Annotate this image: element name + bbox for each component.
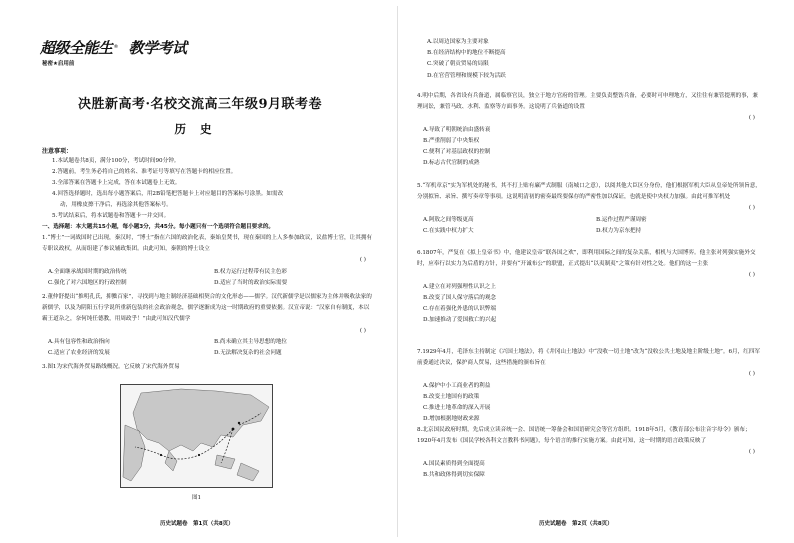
answer-option: C.强化了对六国地区的行政控制 bbox=[48, 279, 127, 286]
question-1 bbox=[42, 233, 374, 289]
port-marker bbox=[160, 454, 162, 456]
answer-option: A.阿敖之间等级更高 bbox=[423, 216, 474, 223]
footer-right: 历史试题卷 第2页（共8页） bbox=[539, 521, 613, 527]
brand-logo bbox=[40, 38, 187, 56]
answer-option: D.无法解决复杂的社会问题 bbox=[214, 350, 282, 357]
answer-option: B.权力运行过程带有民主色彩 bbox=[214, 268, 288, 275]
answer-option: B.改变了国人保守落后的观念 bbox=[423, 294, 497, 301]
option-list bbox=[417, 459, 763, 481]
question-stem: 8.北京国民政府时期，先后成立读音统一会、国语统一筹备会和国语研究会等官方组织。1918年5月，《教育部公布注音字母令》颁布；1920年4月发布《国民学校各科文言教科书问题》，每个语言的推行实施方案。由此可知，这一时期的语言政策反映了 bbox=[417, 427, 751, 445]
answer-bracket: ( ) bbox=[748, 115, 755, 122]
port-marker bbox=[232, 428, 235, 431]
question-stem: 1.“博士”一词战国时已出现，秦汉时，“博士”指在六国的政治化表，秦始皇焚书，现在秦国的上人多参加政议，议盐博士官，让其拥有专职议政权，从而组建了参议辅政集团。由此可知，秦朝的博士设立 bbox=[42, 235, 373, 253]
notice-item: 5.考试结束后，将本试题卷和答题卡一并交回。 bbox=[52, 212, 170, 219]
question-8 bbox=[417, 425, 763, 481]
question-stem: 3.图1为宋代海外贸易路线概况。它反映了宋代海外贸易 bbox=[42, 364, 180, 370]
answer-option: B.在经济结构中的地位不断提高 bbox=[427, 50, 506, 57]
answer-option: D.在官营管理和规模下较为活跃 bbox=[427, 72, 506, 79]
notice-list bbox=[52, 156, 374, 221]
secret-label: 秘密★启用前 bbox=[42, 61, 75, 67]
answer-option: B.运作过程严谨周密 bbox=[596, 216, 647, 223]
question-stem: 4.明中后期，各省设有兵备道，属临察官员，独立于地方官府的管理。主要负责整饬兵备，必要时可申理地方，又往往有兼管提刑的事，兼理词讼，兼管马政、水利、监察等方面事务。这说明了兵备道的设置 bbox=[417, 93, 758, 111]
notice-item: 1.本试题卷共8页，满分100分，考试时间90分钟。 bbox=[52, 158, 180, 164]
question-stem: 2.董仲舒提出“推明孔氏，抑黜百家”，寻找到与地主制经济基础相契合的文化形态——儒学。汉代新儒学是以儒家为主体并吸收法家的新儒学，以及为阴阳五行学说所重新包装的社会政治观念，儒学逐渐成为这一时期政府的重要依据。汉宣帝说：“汉家自有制度，本以霸王道杂之，奈何纯任德教，用周政乎！”由此可知汉代儒学 bbox=[42, 294, 372, 323]
option-list bbox=[417, 381, 763, 426]
question-3 bbox=[42, 362, 374, 373]
notice-item: 2.答题前，考生务必将自己的姓名、准考证号等填写在答题卡的相应位置。 bbox=[52, 168, 237, 175]
subject-title: 历史 bbox=[174, 122, 226, 136]
notice-title: 注意事项： bbox=[42, 148, 73, 155]
answer-option: C.适应了农业经济的发展 bbox=[48, 350, 110, 357]
option-list bbox=[42, 267, 374, 289]
answer-bracket: ( ) bbox=[748, 205, 755, 212]
question-2 bbox=[42, 292, 374, 359]
notice-item: 动，用橡皮擦干净后，再选涂其他答案标号。 bbox=[60, 201, 172, 208]
answer-option: C.存在着强化外患的认识弊端 bbox=[423, 306, 496, 313]
brand-name: 超级全能生 bbox=[40, 38, 113, 57]
footer-left: 历史试题卷 第1页（共8页） bbox=[160, 521, 234, 527]
answer-option: C.便利了对基层政权的控制 bbox=[423, 149, 491, 156]
question-stem: 6.1807年，严复在《拟上皇帝书》中，他建议皇帝“联各国之欢”，即利用国际之间的复杂关系，相机与大国博弈。他主张对列强实施外交时，应奉行以实力为后盾的方针，并要有“开诚布公”的联盟，正式提出“以夷制夷”之策有针对性之处。他们的这一主张 bbox=[417, 250, 756, 268]
question-6 bbox=[417, 248, 763, 326]
answer-option: D.加速推动了爱国救亡的兴起 bbox=[423, 317, 497, 324]
notice-item: 3.全部答案在答题卡上完成，答在本试题卷上无效。 bbox=[52, 179, 181, 186]
answer-option: A.具有包容性和政治指向 bbox=[48, 338, 110, 345]
answer-bracket: ( ) bbox=[359, 257, 366, 264]
question-3-options bbox=[421, 37, 761, 82]
option-list bbox=[42, 337, 374, 359]
answer-option: A.全面继承战国时期的政治传统 bbox=[48, 268, 127, 275]
exam-title: 决胜新高考·名校交流高三年级9月联考卷 bbox=[77, 97, 323, 112]
answer-option: A.导致了明朝统治由盛转衰 bbox=[423, 126, 491, 133]
answer-option: B.改变土地国有的政策 bbox=[423, 393, 480, 400]
answer-option: D.标志古代官制的成熟 bbox=[423, 160, 480, 167]
question-4 bbox=[417, 91, 763, 169]
question-stem: 5.“军机章京”实为军机处的秘书，其不打上贴有廉严式制服（南城口之意），以阅其他大臣区分身份，他们根据军机大臣从皇帝处所领旨意，分别拟旨、录旨、撰写奏章等事项。这说明清初的密奏最终要保存的严密性加以保证，也就是使中央权力加强。由此可推军机处 bbox=[417, 183, 761, 201]
answer-option: C.在实践中权力扩大 bbox=[423, 227, 474, 234]
brand-subtitle: 教学考试 bbox=[128, 38, 187, 57]
answer-option: B.共和政体得到切实保障 bbox=[423, 471, 485, 478]
question-stem: 7.1929年4月，毛泽东主持制定《兴国土地法》，将《井冈山土地法》中“没收一切土地”改为“没收公共土地及地主阶级土地”。6月，红四军前委通过决议，保护商人贸易，这些措施的颁布旨在 bbox=[417, 349, 760, 367]
option-list bbox=[417, 215, 763, 237]
question-7 bbox=[417, 347, 763, 425]
asia-landmass bbox=[133, 389, 269, 451]
answer-option: D.增加根据地财政来源 bbox=[423, 416, 480, 423]
answer-option: C.推进土地革命的深入开展 bbox=[423, 405, 491, 412]
map-illustration bbox=[121, 385, 273, 488]
answer-option: D.适应了当时的政治实际需要 bbox=[214, 279, 288, 286]
answer-option: B.尚未确立其主导思想的地位 bbox=[214, 338, 288, 345]
islands-landmass bbox=[215, 455, 235, 469]
section-heading: 一、选择题：本大题共15小题，每小题3分，共45分。每小题只有一个选项符合题目要求的。 bbox=[42, 224, 275, 230]
answer-option: A.国民素质得到全面提高 bbox=[423, 460, 485, 467]
port-marker bbox=[238, 422, 240, 424]
registered-mark: ® bbox=[113, 44, 119, 50]
port-marker bbox=[198, 454, 200, 456]
answer-option: A.建立在对列强理性认识之上 bbox=[423, 283, 496, 290]
answer-bracket: ( ) bbox=[748, 272, 755, 279]
islands-landmass bbox=[237, 463, 259, 481]
figure-caption: 图1 bbox=[192, 495, 201, 501]
answer-option: B.严重削弱了中央集权 bbox=[423, 137, 480, 144]
india-landmass bbox=[165, 451, 177, 471]
option-list bbox=[417, 125, 763, 170]
song-trade-map bbox=[120, 384, 273, 488]
answer-bracket: ( ) bbox=[748, 449, 755, 456]
answer-option: D.权力为京东把持 bbox=[596, 227, 642, 234]
answer-bracket: ( ) bbox=[359, 327, 366, 334]
page-right bbox=[397, 0, 794, 543]
question-5 bbox=[417, 181, 763, 237]
option-list bbox=[417, 282, 763, 327]
answer-bracket: ( ) bbox=[748, 371, 755, 378]
option-list bbox=[421, 37, 761, 82]
notice-item: 4.回答选择题时，选出每小题答案后，用2B铅笔把答题卡上对应题目的答案标号涂黑。如需改 bbox=[52, 190, 284, 197]
answer-option: A.保护中小工商业者的利益 bbox=[423, 382, 491, 389]
answer-option: A.以周边国家为主要对象 bbox=[427, 39, 489, 45]
answer-option: C.突破了朝贡贸易的局限 bbox=[427, 61, 489, 68]
